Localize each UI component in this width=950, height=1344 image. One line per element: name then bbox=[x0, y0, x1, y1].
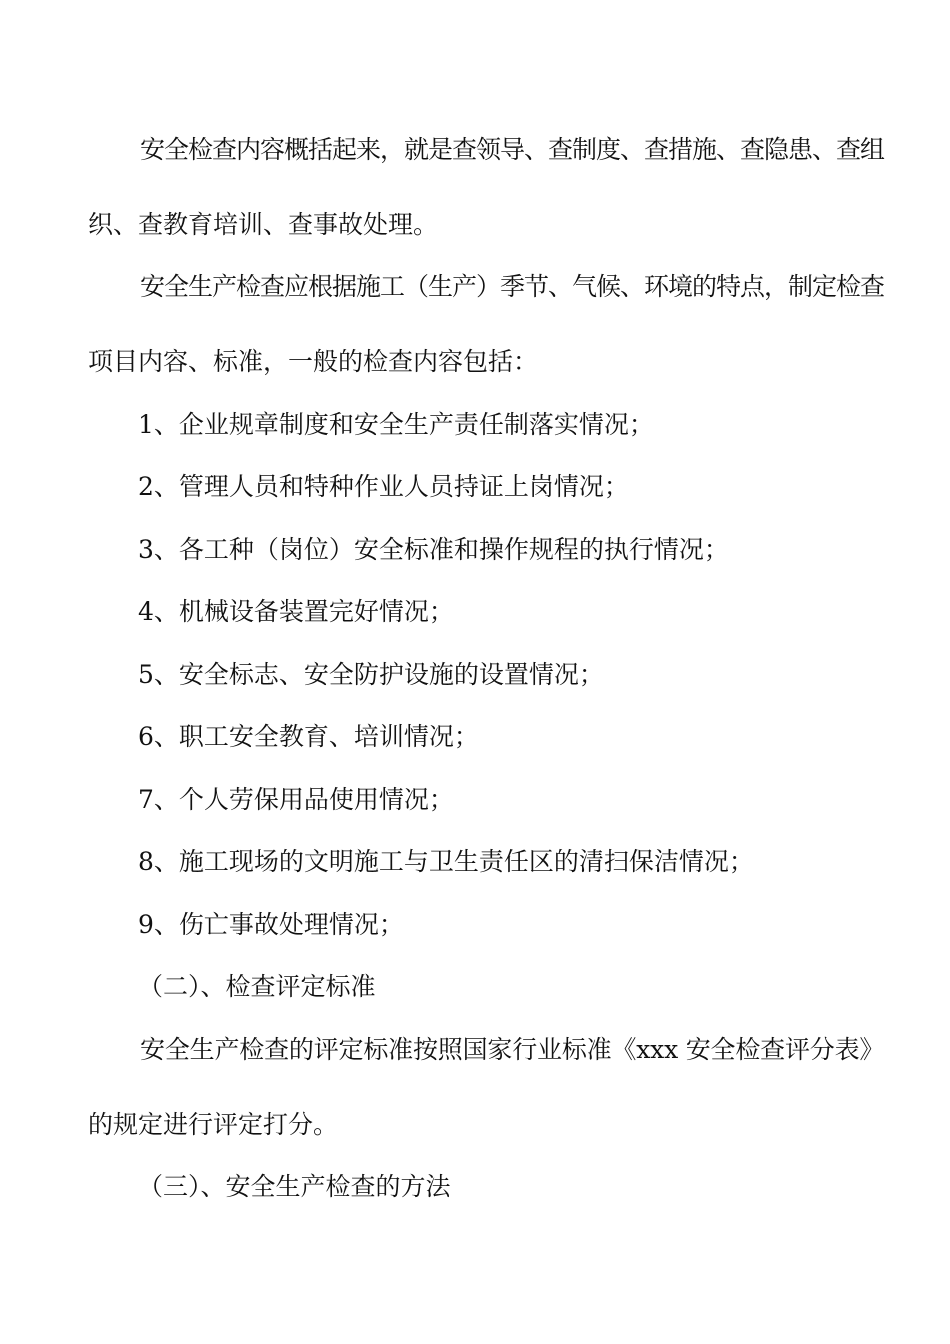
list-item: 2、管理人员和特种作业人员持证上岗情况； bbox=[138, 472, 629, 501]
paragraph-1-line-2: 织、查教育培训、查事故处理。 bbox=[88, 210, 439, 239]
list-item: 4、机械设备装置完好情况； bbox=[138, 597, 454, 626]
list-item: 8、施工现场的文明施工与卫生责任区的清扫保洁情况； bbox=[138, 847, 754, 876]
list-item: 7、个人劳保用品使用情况； bbox=[138, 785, 454, 814]
list-item: 9、伤亡事故处理情况； bbox=[138, 910, 404, 939]
paragraph-2-line-1: 安全生产检查应根据施工（生产）季节、气候、环境的特点，制定检查 bbox=[140, 272, 885, 301]
paragraph-1-line-1: 安全检查内容概括起来，就是查领导、查制度、查措施、查隐患、查组 bbox=[140, 135, 885, 164]
list-item: 5、安全标志、安全防护设施的设置情况； bbox=[138, 660, 604, 689]
section-heading-2: （二）、检查评定标准 bbox=[138, 972, 376, 1001]
paragraph-2-line-2: 项目内容、标准，一般的检查内容包括： bbox=[88, 347, 539, 376]
list-item: 1、企业规章制度和安全生产责任制落实情况； bbox=[138, 410, 654, 439]
paragraph-3-line-1: 安全生产检查的评定标准按照国家行业标准《xxx 安全检查评分表》 bbox=[140, 1035, 885, 1064]
section-heading-3: （三）、安全生产检查的方法 bbox=[138, 1172, 451, 1201]
list-item: 3、各工种（岗位）安全标准和操作规程的执行情况； bbox=[138, 535, 729, 564]
list-item: 6、职工安全教育、培训情况； bbox=[138, 722, 479, 751]
paragraph-3-line-2: 的规定进行评定打分。 bbox=[88, 1110, 339, 1139]
